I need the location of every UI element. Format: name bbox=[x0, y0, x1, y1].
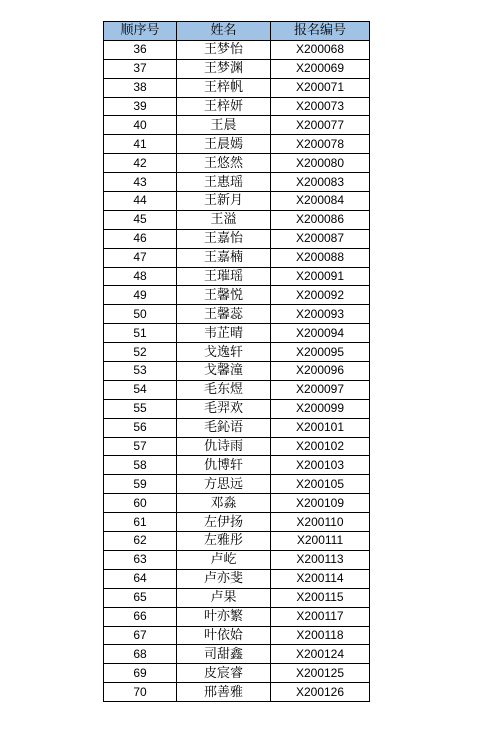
cell-reg-no: X200099 bbox=[271, 399, 370, 418]
cell-seq: 48 bbox=[104, 267, 177, 286]
table-row bbox=[104, 210, 370, 229]
cell-reg-no: X200084 bbox=[271, 192, 370, 211]
cell-seq: 44 bbox=[104, 192, 177, 211]
cell-reg-no: X200087 bbox=[271, 229, 370, 248]
cell-reg-no: X200078 bbox=[271, 135, 370, 154]
cell-reg-no: X200093 bbox=[271, 305, 370, 324]
cell-seq: 49 bbox=[104, 286, 177, 305]
table-row bbox=[104, 380, 370, 399]
cell-reg-no: X200113 bbox=[271, 550, 370, 569]
table-row bbox=[104, 229, 370, 248]
table-body bbox=[104, 40, 370, 701]
cell-name: 韦芷晴 bbox=[177, 324, 271, 343]
cell-reg-no: X200071 bbox=[271, 78, 370, 97]
header-name: 姓名 bbox=[177, 22, 271, 41]
cell-reg-no: X200080 bbox=[271, 154, 370, 173]
cell-reg-no: X200109 bbox=[271, 494, 370, 513]
table-row bbox=[104, 513, 370, 532]
cell-name: 邓淼 bbox=[177, 494, 271, 513]
table-row bbox=[104, 97, 370, 116]
cell-name: 王新月 bbox=[177, 192, 271, 211]
cell-name: 叶依姶 bbox=[177, 626, 271, 645]
table-row bbox=[104, 305, 370, 324]
cell-name: 王晨 bbox=[177, 116, 271, 135]
table-row bbox=[104, 532, 370, 551]
cell-reg-no: X200115 bbox=[271, 588, 370, 607]
cell-seq: 65 bbox=[104, 588, 177, 607]
table-row bbox=[104, 116, 370, 135]
cell-reg-no: X200118 bbox=[271, 626, 370, 645]
cell-reg-no: X200114 bbox=[271, 569, 370, 588]
cell-seq: 45 bbox=[104, 210, 177, 229]
cell-name: 王悠然 bbox=[177, 154, 271, 173]
cell-name: 王梦渊 bbox=[177, 59, 271, 78]
cell-seq: 53 bbox=[104, 362, 177, 381]
cell-name: 司甜鑫 bbox=[177, 645, 271, 664]
cell-seq: 43 bbox=[104, 173, 177, 192]
table-row bbox=[104, 78, 370, 97]
cell-name: 仇博轩 bbox=[177, 456, 271, 475]
table-row bbox=[104, 588, 370, 607]
cell-reg-no: X200073 bbox=[271, 97, 370, 116]
cell-name: 王馨蕊 bbox=[177, 305, 271, 324]
cell-reg-no: X200096 bbox=[271, 362, 370, 381]
cell-seq: 64 bbox=[104, 569, 177, 588]
cell-reg-no: X200091 bbox=[271, 267, 370, 286]
table-row bbox=[104, 664, 370, 683]
cell-name: 毛东煜 bbox=[177, 380, 271, 399]
cell-seq: 69 bbox=[104, 664, 177, 683]
table-row bbox=[104, 550, 370, 569]
cell-name: 王梓妍 bbox=[177, 97, 271, 116]
table-row bbox=[104, 475, 370, 494]
cell-reg-no: X200126 bbox=[271, 683, 370, 702]
table-row bbox=[104, 154, 370, 173]
cell-reg-no: X200105 bbox=[271, 475, 370, 494]
cell-seq: 51 bbox=[104, 324, 177, 343]
cell-reg-no: X200068 bbox=[271, 40, 370, 59]
cell-reg-no: X200103 bbox=[271, 456, 370, 475]
cell-name: 叶亦繁 bbox=[177, 607, 271, 626]
registration-sheet bbox=[103, 21, 369, 702]
cell-name: 卢亦斐 bbox=[177, 569, 271, 588]
cell-reg-no: X200094 bbox=[271, 324, 370, 343]
table-row bbox=[104, 40, 370, 59]
cell-name: 王璀瑶 bbox=[177, 267, 271, 286]
table-row bbox=[104, 607, 370, 626]
cell-name: 王溢 bbox=[177, 210, 271, 229]
cell-reg-no: X200086 bbox=[271, 210, 370, 229]
cell-seq: 67 bbox=[104, 626, 177, 645]
header-seq: 顺序号 bbox=[104, 22, 177, 41]
cell-seq: 42 bbox=[104, 154, 177, 173]
cell-name: 王梦怡 bbox=[177, 40, 271, 59]
cell-seq: 60 bbox=[104, 494, 177, 513]
cell-name: 王惠瑶 bbox=[177, 173, 271, 192]
cell-seq: 66 bbox=[104, 607, 177, 626]
cell-name: 皮宸睿 bbox=[177, 664, 271, 683]
cell-reg-no: X200088 bbox=[271, 248, 370, 267]
cell-name: 邢善雅 bbox=[177, 683, 271, 702]
table-row bbox=[104, 399, 370, 418]
table-row bbox=[104, 192, 370, 211]
cell-name: 王晨嫣 bbox=[177, 135, 271, 154]
cell-name: 卢果 bbox=[177, 588, 271, 607]
cell-name: 左雅彤 bbox=[177, 532, 271, 551]
cell-reg-no: X200124 bbox=[271, 645, 370, 664]
cell-seq: 36 bbox=[104, 40, 177, 59]
cell-seq: 56 bbox=[104, 418, 177, 437]
cell-seq: 52 bbox=[104, 343, 177, 362]
cell-seq: 68 bbox=[104, 645, 177, 664]
cell-reg-no: X200092 bbox=[271, 286, 370, 305]
registration-table bbox=[103, 21, 370, 702]
cell-reg-no: X200102 bbox=[271, 437, 370, 456]
cell-reg-no: X200110 bbox=[271, 513, 370, 532]
table-header bbox=[104, 22, 370, 41]
cell-seq: 40 bbox=[104, 116, 177, 135]
cell-name: 毛羿欢 bbox=[177, 399, 271, 418]
cell-name: 王梓帆 bbox=[177, 78, 271, 97]
cell-seq: 59 bbox=[104, 475, 177, 494]
cell-name: 王嘉怡 bbox=[177, 229, 271, 248]
cell-seq: 55 bbox=[104, 399, 177, 418]
cell-seq: 62 bbox=[104, 532, 177, 551]
table-row bbox=[104, 456, 370, 475]
cell-seq: 57 bbox=[104, 437, 177, 456]
cell-name: 戈逸轩 bbox=[177, 343, 271, 362]
cell-name: 戈馨潼 bbox=[177, 362, 271, 381]
cell-reg-no: X200101 bbox=[271, 418, 370, 437]
table-row bbox=[104, 173, 370, 192]
header-reg-no: 报名编号 bbox=[271, 22, 370, 41]
cell-name: 王嘉楠 bbox=[177, 248, 271, 267]
cell-seq: 61 bbox=[104, 513, 177, 532]
cell-reg-no: X200083 bbox=[271, 173, 370, 192]
cell-seq: 41 bbox=[104, 135, 177, 154]
table-row bbox=[104, 645, 370, 664]
cell-seq: 39 bbox=[104, 97, 177, 116]
cell-seq: 63 bbox=[104, 550, 177, 569]
cell-reg-no: X200077 bbox=[271, 116, 370, 135]
table-row bbox=[104, 626, 370, 645]
cell-seq: 70 bbox=[104, 683, 177, 702]
cell-name: 方思远 bbox=[177, 475, 271, 494]
header-row bbox=[104, 22, 370, 41]
cell-name: 仇诗雨 bbox=[177, 437, 271, 456]
table-row bbox=[104, 494, 370, 513]
cell-reg-no: X200117 bbox=[271, 607, 370, 626]
cell-seq: 46 bbox=[104, 229, 177, 248]
cell-name: 毛鈊语 bbox=[177, 418, 271, 437]
table-row bbox=[104, 59, 370, 78]
table-row bbox=[104, 569, 370, 588]
table-row bbox=[104, 286, 370, 305]
table-row bbox=[104, 267, 370, 286]
table-row bbox=[104, 362, 370, 381]
cell-seq: 38 bbox=[104, 78, 177, 97]
cell-reg-no: X200097 bbox=[271, 380, 370, 399]
table-row bbox=[104, 343, 370, 362]
cell-seq: 50 bbox=[104, 305, 177, 324]
table-row bbox=[104, 135, 370, 154]
table-row bbox=[104, 418, 370, 437]
cell-reg-no: X200125 bbox=[271, 664, 370, 683]
cell-seq: 54 bbox=[104, 380, 177, 399]
table-row bbox=[104, 324, 370, 343]
cell-seq: 47 bbox=[104, 248, 177, 267]
table-row bbox=[104, 437, 370, 456]
cell-reg-no: X200111 bbox=[271, 532, 370, 551]
table-row bbox=[104, 248, 370, 267]
cell-name: 左伊扬 bbox=[177, 513, 271, 532]
cell-seq: 58 bbox=[104, 456, 177, 475]
table-row bbox=[104, 683, 370, 702]
cell-reg-no: X200095 bbox=[271, 343, 370, 362]
cell-name: 王馨悦 bbox=[177, 286, 271, 305]
cell-name: 卢屹 bbox=[177, 550, 271, 569]
cell-seq: 37 bbox=[104, 59, 177, 78]
cell-reg-no: X200069 bbox=[271, 59, 370, 78]
